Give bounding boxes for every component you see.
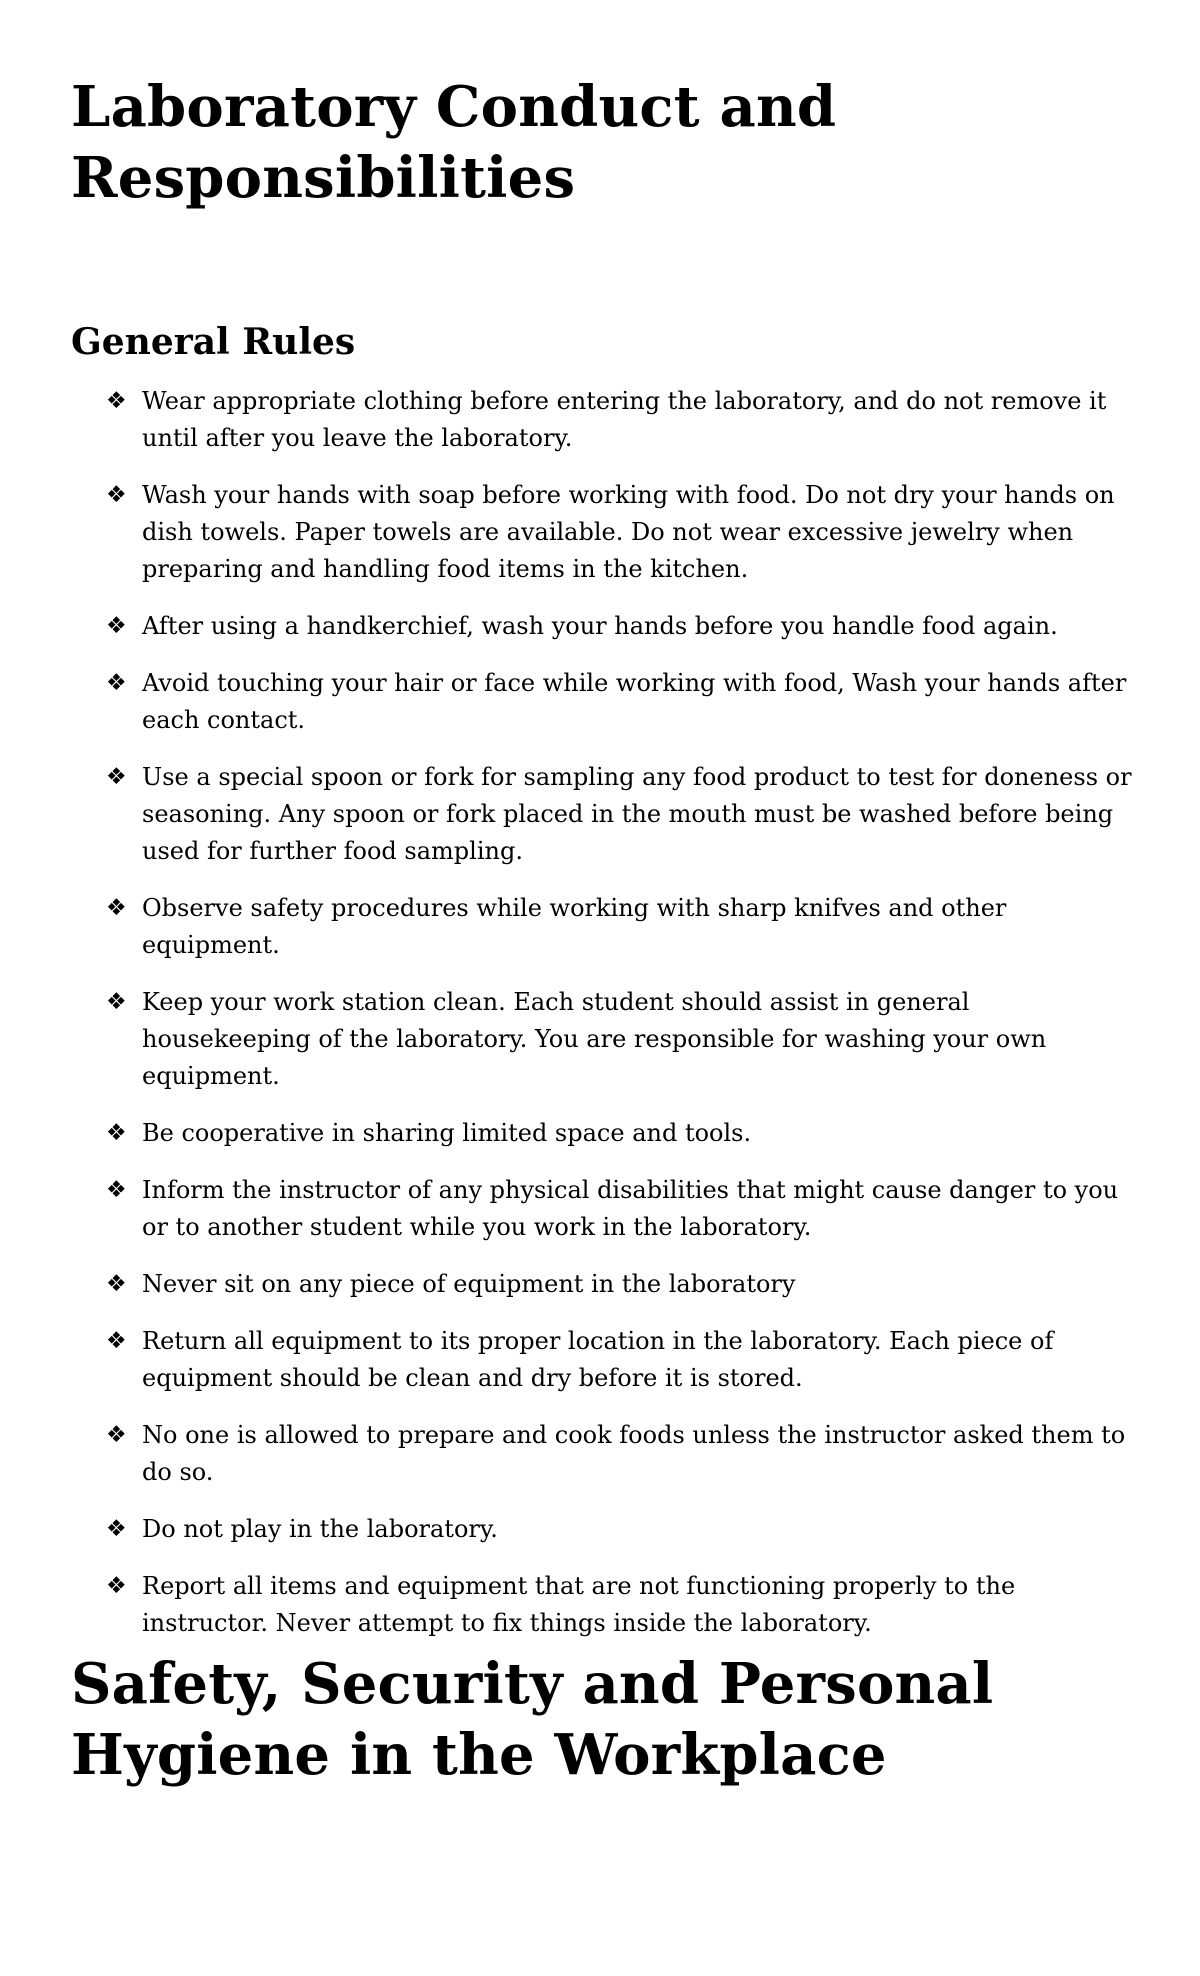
list-item [0, 1323, 1200, 1397]
rule-text: Wear appropriate clothing before entering the laboratory, and do not remove it until after you leave the laboratory. [142, 387, 1107, 452]
list-item [0, 1266, 1200, 1303]
diamond-bullet-icon: ❖ [106, 1516, 127, 1542]
rule-text: Do not play in the laboratory. [142, 1515, 498, 1543]
list-item [0, 759, 1200, 870]
list-item [0, 383, 1200, 457]
rule-text: Be cooperative in sharing limited space and tools. [142, 1119, 752, 1147]
diamond-bullet-icon: ❖ [106, 482, 127, 508]
rule-text: Never sit on any piece of equipment in the laboratory [142, 1270, 796, 1298]
diamond-bullet-icon: ❖ [106, 613, 127, 639]
diamond-bullet-icon: ❖ [106, 1328, 127, 1354]
list-item [0, 984, 1200, 1095]
rule-text: Return all equipment to its proper location in the laboratory. Each piece of equipment should be clean and dry before it is stored. [142, 1327, 1054, 1392]
rule-text: Report all items and equipment that are not functioning properly to the instructor. Never attempt to fix things inside the laboratory. [142, 1572, 1016, 1637]
rule-text: Avoid touching your hair or face while working with food, Wash your hands after each contact. [142, 669, 1127, 734]
rule-text: Observe safety procedures while working with sharp knifves and other equipment. [142, 894, 1007, 959]
list-item [0, 665, 1200, 739]
rule-text: Keep your work station clean. Each student should assist in general housekeeping of the laboratory. You are responsible for washing your own equipment. [142, 988, 1047, 1090]
diamond-bullet-icon: ❖ [106, 895, 127, 921]
rule-text: Inform the instructor of any physical disabilities that might cause danger to you or to another student while you work in the laboratory. [142, 1176, 1119, 1241]
diamond-bullet-icon: ❖ [106, 388, 127, 414]
diamond-bullet-icon: ❖ [106, 1120, 127, 1146]
list-item [0, 1417, 1200, 1491]
page-title: Laboratory Conduct and Responsibilities [71, 74, 837, 211]
diamond-bullet-icon: ❖ [106, 764, 127, 790]
diamond-bullet-icon: ❖ [106, 670, 127, 696]
list-item [0, 1568, 1200, 1642]
diamond-bullet-icon: ❖ [106, 1271, 127, 1297]
list-item [0, 1115, 1200, 1152]
rule-text: Wash your hands with soap before working with food. Do not dry your hands on dish towels. Paper towels are available. Do not wear excessive jewelry when preparing and handling food items in the kitchen. [142, 481, 1115, 583]
diamond-bullet-icon: ❖ [106, 989, 127, 1015]
rules-list [0, 383, 1200, 1662]
rule-text: No one is allowed to prepare and cook foods unless the instructor asked them to do so. [142, 1421, 1126, 1486]
rule-text: Use a special spoon or fork for sampling any food product to test for doneness or seasoning. Any spoon or fork placed in the mouth must be washed before being used for further food sampling. [142, 763, 1132, 865]
diamond-bullet-icon: ❖ [106, 1573, 127, 1599]
diamond-bullet-icon: ❖ [106, 1422, 127, 1448]
list-item [0, 1511, 1200, 1548]
rule-text: After using a handkerchief, wash your hands before you handle food again. [142, 612, 1058, 640]
list-item [0, 1172, 1200, 1246]
section-title: Safety, Security and Personal Hygiene in the Workplace [71, 1651, 994, 1788]
list-item [0, 477, 1200, 588]
diamond-bullet-icon: ❖ [106, 1177, 127, 1203]
general-rules-heading: General Rules [71, 321, 356, 363]
list-item [0, 608, 1200, 645]
list-item [0, 890, 1200, 964]
